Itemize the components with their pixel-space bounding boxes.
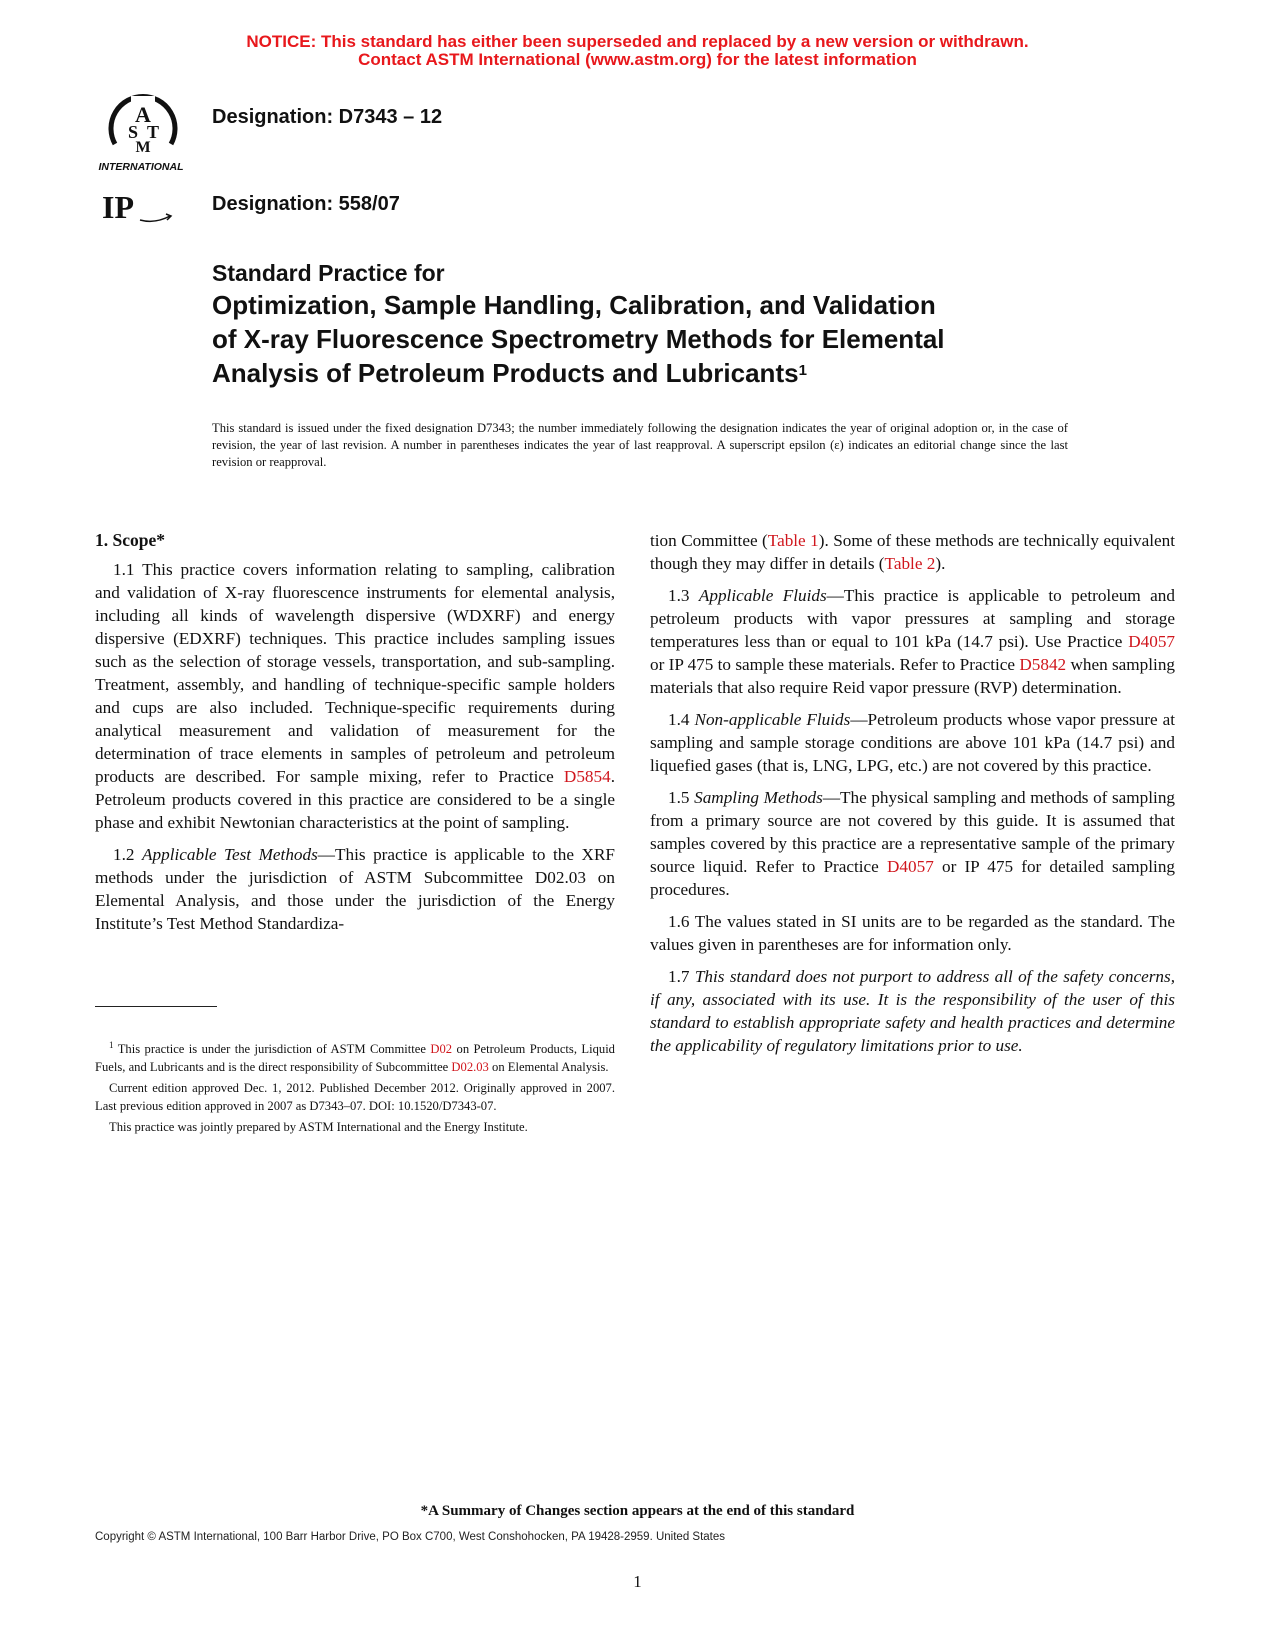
para-number: 1.1 bbox=[113, 560, 135, 579]
footnotes bbox=[95, 1036, 615, 1139]
para-term: Sampling Methods bbox=[694, 788, 823, 807]
footnote-mark: 1 bbox=[109, 1040, 114, 1050]
title-line-2: Optimization, Sample Handling, Calibration, and Validation bbox=[212, 290, 936, 320]
page-number: 1 bbox=[633, 1572, 642, 1591]
para-text: —Petroleum products whose vapor pressure at sampling and sample storage conditions are above 101 kPa (14.7 psi) and liquefied gases (that is, LNG, LPG, etc.) are not covered by this practice. bbox=[650, 710, 1176, 775]
para-text: The values stated in SI units are to be regarded as the standard. The values given in parentheses are for information only. bbox=[650, 912, 1175, 954]
footnote-1 bbox=[95, 1036, 615, 1076]
footnote-divider bbox=[95, 1006, 217, 1007]
footnote-text: on Petroleum Products, Liquid Fuels, and Lubricants and is the direct responsibility of Subcommittee bbox=[95, 1042, 615, 1075]
title-footnote-ref[interactable]: 1 bbox=[798, 362, 807, 379]
para-text: tion Committee ( bbox=[650, 531, 768, 550]
para-term: Non-applicable Fluids bbox=[694, 710, 851, 729]
para-text: ). bbox=[935, 554, 946, 573]
svg-text:M: M bbox=[135, 139, 151, 156]
paragraph-1-5 bbox=[650, 786, 1175, 901]
para-number: 1.6 bbox=[668, 912, 690, 931]
title-line-1: Standard Practice for bbox=[212, 260, 445, 286]
para-text: This standard does not purport to address all of the safety concerns, if any, associated with its use. It is the responsibility of the user of this standard to establish appropriate safety and health practices and determine the applicability of regulatory limitations prior to use. bbox=[650, 967, 1175, 1055]
copyright-line: Copyright © ASTM International, 100 Barr Harbor Drive, PO Box C700, West Conshohocken, PA 19428-2959. United States bbox=[95, 1531, 726, 1543]
astm-logo bbox=[95, 82, 190, 174]
link-d02-03[interactable]: D02.03 bbox=[451, 1060, 489, 1075]
paragraph-1-3 bbox=[650, 584, 1175, 699]
notice-line-2: Contact ASTM International (www.astm.org) for the latest information bbox=[358, 50, 917, 69]
para-number: 1.4 bbox=[668, 710, 690, 729]
link-d5854[interactable]: D5854 bbox=[563, 767, 611, 786]
para-term: Applicable Test Methods bbox=[142, 845, 318, 864]
para-text: —The physical sampling and methods of sampling from a primary source are not covered by this guide. It is assumed that samples covered by this practice are a representative sample of the primary source liquid. Refer to Practice bbox=[650, 788, 1176, 876]
paragraph-1-1 bbox=[95, 558, 615, 834]
ip-logo bbox=[100, 190, 175, 228]
link-table-2[interactable]: Table 2 bbox=[884, 554, 936, 573]
section-1-heading: 1. Scope* bbox=[95, 530, 165, 550]
superseded-notice bbox=[0, 33, 1275, 69]
ip-designation: Designation: 558/07 bbox=[212, 193, 400, 215]
left-column bbox=[95, 529, 615, 944]
para-text: ). Some of these methods are technically equivalent though they may differ in details ( bbox=[650, 531, 1175, 573]
document-title bbox=[212, 258, 1112, 390]
right-column bbox=[650, 529, 1175, 1066]
para-text: when sampling materials that also require Reid vapor pressure (RVP) determination. bbox=[650, 655, 1176, 697]
link-d4057[interactable]: D4057 bbox=[1128, 632, 1176, 651]
para-number: 1.7 bbox=[668, 967, 690, 986]
para-number: 1.2 bbox=[113, 845, 135, 864]
paragraph-1-2 bbox=[95, 843, 615, 935]
astm-designation: Designation: D7343 – 12 bbox=[212, 106, 443, 128]
ip-logo-text: IP bbox=[102, 190, 134, 225]
para-term: Applicable Fluids bbox=[698, 586, 827, 605]
para-text: or IP 475 for detailed sampling procedures. bbox=[650, 857, 1176, 899]
paragraph-1-2-continued bbox=[650, 529, 1175, 575]
para-text: . Petroleum products covered in this practice are considered to be a single phase and exhibit Newtonian characteristics at the point of sampling. bbox=[95, 767, 616, 832]
svg-text:S: S bbox=[127, 122, 139, 142]
para-number: 1.5 bbox=[668, 788, 690, 807]
svg-text:T: T bbox=[146, 122, 160, 142]
svg-text:A: A bbox=[135, 102, 151, 127]
astm-logo-caption: INTERNATIONAL bbox=[98, 161, 184, 173]
footnote-edition: Current edition approved Dec. 1, 2012. Published December 2012. Originally approved in 2007. Last previous edition approved in 2007 as D7343–07. DOI: 10.1520/D7343-07. bbox=[95, 1081, 615, 1114]
link-table-1[interactable]: Table 1 bbox=[767, 531, 819, 550]
paragraph-1-7 bbox=[650, 965, 1175, 1057]
footnote-joint: This practice was jointly prepared by ASTM International and the Energy Institute. bbox=[109, 1120, 528, 1135]
para-number: 1.3 bbox=[668, 586, 690, 605]
para-text: —This practice is applicable to petroleum and petroleum products with vapor pressures at sampling and storage temperatures less than or equal to 101 kPa (14.7 psi). Use Practice bbox=[650, 586, 1175, 651]
para-text: This practice covers information relating to sampling, calibration and validation of X-ray fluorescence instruments for elemental analysis, including all kinds of wavelength dispersive (WDXRF) and energy dispersive (EDXRF) techniques. This practice includes sampling issues such as the selection of storage vessels, transportation, and sub-sampling. Treatment, assembly, and handling of technique-specific sample holders and cups are also included. Technique-specific requirements during analytical measurement and validation of measurement for the determination of trace elements in samples of petroleum and petroleum products are described. For sample mixing, refer to Practice bbox=[95, 560, 615, 786]
title-line-4: Analysis of Petroleum Products and Lubricants bbox=[212, 358, 799, 388]
issued-statement: This standard is issued under the fixed designation D7343; the number immediately following the designation indicates the year of original adoption or, in the case of revision, the year of last revision. A number in parentheses indicates the year of last reapproval. A superscript epsilon (ε) indicates an editorial change since the last revision or reapproval. bbox=[212, 421, 1068, 469]
footnote-text: on Elemental Analysis. bbox=[492, 1060, 609, 1075]
link-d4057[interactable]: D4057 bbox=[887, 857, 934, 876]
link-d5842[interactable]: D5842 bbox=[1019, 655, 1067, 674]
para-text: or IP 475 to sample these materials. Refer to Practice bbox=[650, 655, 1016, 674]
link-d02[interactable]: D02 bbox=[430, 1042, 453, 1057]
title-line-3: of X-ray Fluorescence Spectrometry Methods for Elemental bbox=[212, 324, 945, 354]
paragraph-1-4 bbox=[650, 708, 1175, 777]
paragraph-1-6 bbox=[650, 910, 1175, 956]
para-text-visible-left: —This practice is applicable to the XRF methods under the jurisdiction of ASTM Subcommittee D02.03 on Elemental Analysis, and those under the jurisdiction of the Energy Institute’s Test Method Standardiza- bbox=[95, 845, 615, 933]
summary-of-changes-note: *A Summary of Changes section appears at the end of this standard bbox=[420, 1503, 855, 1519]
footnote-text: This practice is under the jurisdiction of ASTM Committee bbox=[117, 1042, 426, 1057]
notice-line-1: NOTICE: This standard has either been superseded and replaced by a new version or withdrawn. bbox=[246, 32, 1029, 51]
